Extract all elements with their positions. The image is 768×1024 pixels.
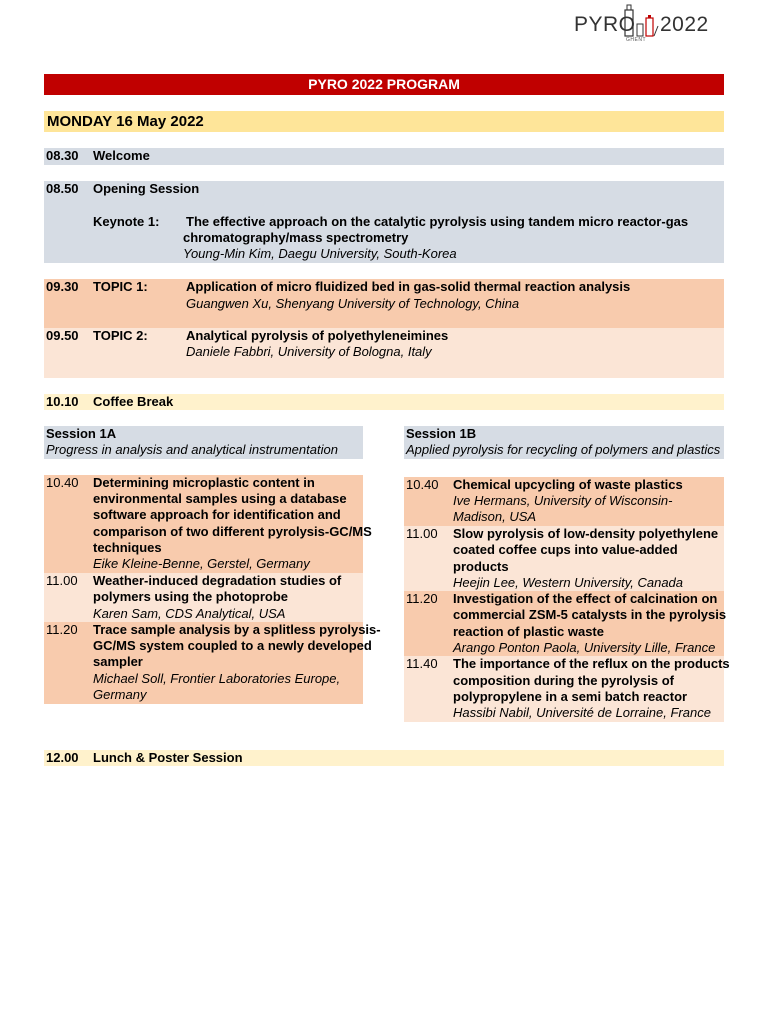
session-1a-talk-title: comparison of two different pyrolysis-GC/MS bbox=[93, 524, 372, 539]
session-1b-talk-time: 10.40 bbox=[406, 477, 439, 492]
session-1a-talk-speaker: Karen Sam, CDS Analytical, USA bbox=[93, 606, 286, 621]
session-1b-name: Session 1B bbox=[406, 426, 477, 441]
logo-text-right: 2022 bbox=[660, 13, 709, 36]
topic2-time: 09.50 bbox=[46, 328, 79, 343]
session-1b-talk-title: Investigation of the effect of calcination on bbox=[453, 591, 718, 606]
session-1b-talk-title: reaction of plastic waste bbox=[453, 624, 604, 639]
topic1-time: 09.30 bbox=[46, 279, 79, 294]
pyro-2022-logo bbox=[574, 4, 714, 44]
topic1-label: TOPIC 1: bbox=[93, 279, 148, 294]
session-1b-talk-title: commercial ZSM-5 catalysts in the pyrolysis bbox=[453, 607, 727, 622]
session-1b-talk-title: Chemical upcycling of waste plastics bbox=[453, 477, 683, 492]
session-1a-talk-title: software approach for identification and bbox=[93, 507, 341, 522]
session-1a-name: Session 1A bbox=[46, 426, 117, 441]
session-1b-talk-time: 11.00 bbox=[406, 526, 438, 541]
day-header bbox=[44, 111, 724, 132]
topic1-speaker: Guangwen Xu, Shenyang University of Technology, China bbox=[186, 296, 520, 311]
session-1a-talk-title: sampler bbox=[93, 654, 143, 669]
lunch-label: Lunch & Poster Session bbox=[93, 750, 243, 765]
day-label: MONDAY 16 May 2022 bbox=[47, 113, 204, 130]
keynote-title-line2: chromatography/mass spectrometry bbox=[183, 230, 409, 245]
opening-label: Opening Session bbox=[93, 181, 200, 196]
session-1b-talk-time: 11.40 bbox=[406, 656, 438, 671]
session-1b-talk-title: products bbox=[453, 559, 509, 574]
session-1a-talk-speaker: Eike Kleine-Benne, Gerstel, Germany bbox=[93, 556, 310, 571]
session-1a-talk-time: 11.20 bbox=[46, 622, 78, 637]
session-1b-talk-time: 11.20 bbox=[406, 591, 438, 606]
session-1a-talk-title: Trace sample analysis by a splitless pyrolysis- bbox=[93, 622, 381, 637]
session-1a-talk-title: Weather-induced degradation studies of bbox=[93, 573, 342, 588]
session-1a-talk-speaker: Michael Soll, Frontier Laboratories Europe, bbox=[93, 671, 341, 686]
session-1a-talk-speaker: Germany bbox=[93, 687, 147, 702]
welcome-time: 08.30 bbox=[46, 148, 79, 163]
session-1b-talk-speaker: Madison, USA bbox=[453, 509, 537, 524]
lunch-time: 12.00 bbox=[46, 750, 79, 765]
session-1a-talk-title: polymers using the photoprobe bbox=[93, 589, 289, 604]
session-1b-talk-speaker: Heejin Lee, Western University, Canada bbox=[453, 575, 684, 590]
topic2-label: TOPIC 2: bbox=[93, 328, 148, 343]
session-1a-talk-title: GC/MS system coupled to a newly developed bbox=[93, 638, 372, 653]
keynote-speaker: Young-Min Kim, Daegu University, South-Korea bbox=[183, 246, 457, 261]
session-1a-talk-title: Determining microplastic content in bbox=[93, 475, 315, 490]
coffee-label: Coffee Break bbox=[93, 394, 174, 409]
session-1b-talk-title: coated coffee cups into value-added bbox=[453, 542, 678, 557]
session-1a-subtitle: Progress in analysis and analytical instrumentation bbox=[46, 442, 338, 457]
topic2-title: Analytical pyrolysis of polyethyleneimines bbox=[186, 328, 449, 343]
session-1b-talk-title: composition during the pyrolysis of bbox=[453, 673, 675, 688]
logo-text-left: PYRO bbox=[574, 13, 636, 36]
opening-time: 08.50 bbox=[46, 181, 79, 196]
topic1-title: Application of micro fluidized bed in gas-solid thermal reaction analysis bbox=[186, 279, 631, 294]
keynote-title-line1: The effective approach on the catalytic pyrolysis using tandem micro reactor-gas bbox=[186, 214, 689, 229]
program-title: PYRO 2022 PROGRAM bbox=[44, 74, 724, 95]
keynote-label: Keynote 1: bbox=[93, 214, 160, 229]
session-1b-subtitle: Applied pyrolysis for recycling of polymers and plastics bbox=[406, 442, 721, 457]
topic2-speaker: Daniele Fabbri, University of Bologna, Italy bbox=[186, 344, 432, 359]
session-1b-talk-title: The importance of the reflux on the products bbox=[453, 656, 730, 671]
session-1b-talk-title: Slow pyrolysis of low-density polyethylene bbox=[453, 526, 719, 541]
session-1a-talk-title: environmental samples using a database bbox=[93, 491, 347, 506]
session-1b-talk-speaker: Ive Hermans, University of Wisconsin- bbox=[453, 493, 673, 508]
session-1a-talk-title: techniques bbox=[93, 540, 162, 555]
session-1a-talk-time: 11.00 bbox=[46, 573, 78, 588]
session-1a-talk-time: 10.40 bbox=[46, 475, 79, 490]
coffee-time: 10.10 bbox=[46, 394, 79, 409]
session-1b-talk-speaker: Hassibi Nabil, Université de Lorraine, France bbox=[453, 705, 711, 720]
session-1b-talk-title: polypropylene in a semi batch reactor bbox=[453, 689, 688, 704]
session-1b-talk-speaker: Arango Ponton Paola, University Lille, France bbox=[453, 640, 716, 655]
logo-subtext: GHENT bbox=[626, 37, 646, 43]
welcome-label: Welcome bbox=[93, 148, 150, 163]
